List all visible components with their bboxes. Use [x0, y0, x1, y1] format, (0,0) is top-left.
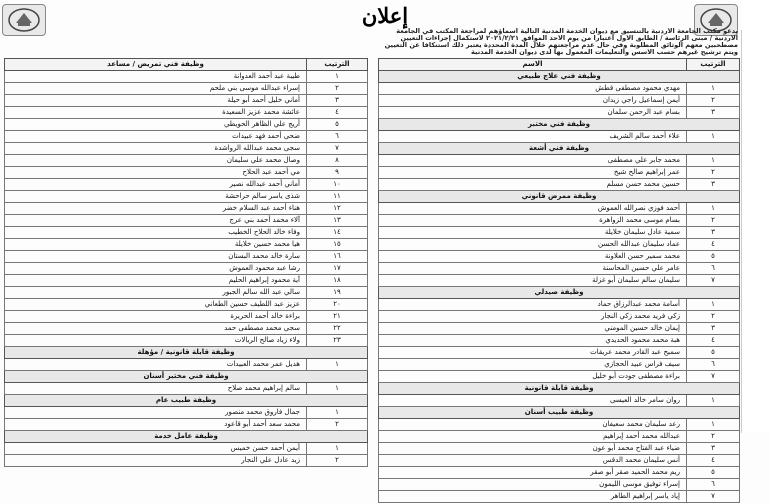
section-title: وظيفة فني مختبر أسنان: [4, 371, 368, 383]
row-name: وفاء خالد الحلاح الخطيب: [228, 228, 300, 236]
row-name: إسراء عبدالله موسى بني ملحم: [209, 84, 300, 92]
row-number: ١١: [306, 191, 367, 202]
row-name: سمية عادل سليمان خلايلة: [604, 228, 680, 236]
row-number: ٢: [686, 215, 739, 226]
table-row: [4, 251, 368, 263]
row-name: عائشة محمد عزيز السعيدة: [222, 108, 300, 116]
row-number: ٣: [686, 443, 739, 454]
table-row: [378, 311, 740, 323]
row-name: سالم إبراهيم محمد صلاح: [227, 384, 300, 392]
row-name: أسامة محمد عبدالرزاق حماد: [597, 300, 680, 308]
intro-paragraph: [4, 28, 738, 56]
row-number: ٤: [686, 239, 739, 250]
intro-line: ويتم ترشيح غيرهم حسب الأسس والتعليمات المعمول بها لدى ديوان الخدمة المدنية: [471, 49, 738, 56]
row-name: أنس سليمان محمد الدقس: [602, 456, 680, 464]
table-header: [378, 58, 740, 71]
row-number: ٣: [686, 227, 739, 238]
table-row: [378, 155, 740, 167]
row-number: ١٦: [306, 251, 367, 262]
table-row: [4, 383, 368, 395]
row-name: محمد جابر علي مصطفى: [607, 156, 680, 164]
row-name: ريم محمد الحميد صقر أبو صقر: [590, 468, 680, 476]
row-number: ٢٣: [306, 335, 367, 346]
intro-line: مصطحبين معهم الوثائق المطلوبة وفي حال عدم مراجعتهم خلال المدة المحددة يعتبر ذلك استنكافاً عن التعيين: [384, 42, 738, 49]
row-name: ضياء عبد الفتاح محمد أبو عون: [592, 444, 680, 452]
table-row: [4, 359, 368, 371]
row-number: ٤: [306, 107, 367, 118]
row-number: ٧: [686, 275, 739, 286]
table-row: [4, 155, 368, 167]
table-row: [378, 323, 740, 335]
table-row: [378, 299, 740, 311]
table-row: [4, 83, 368, 95]
section-title: وظيفة ممرض قانوني: [378, 191, 740, 203]
table-row: [378, 263, 740, 275]
row-number: ٣: [686, 179, 739, 190]
row-name: هناء أحمد عبد السلام خضر: [222, 204, 300, 212]
table-row: [4, 239, 368, 251]
row-number: ٨: [306, 155, 367, 166]
table-row: [378, 419, 740, 431]
row-name: هبة محمد محمود الحديدي: [605, 336, 680, 344]
row-name: سارة خالد محمد البستان: [228, 252, 300, 260]
table-row: [4, 215, 368, 227]
table-row: [378, 227, 740, 239]
table-row: [4, 323, 368, 335]
row-name: سجى محمد عبدالله الرواشدة: [214, 144, 300, 152]
row-number: ٢٠: [306, 299, 367, 310]
row-number: ٤: [686, 335, 739, 346]
table-row: [378, 491, 740, 503]
row-number: ١: [686, 419, 739, 430]
table-row: [4, 335, 368, 347]
row-number: ١: [686, 155, 739, 166]
row-name: أريج علي الظاهر الحويطي: [223, 120, 300, 128]
row-number: ٧: [306, 143, 367, 154]
row-name: عامر علي حسين المحاسنة: [602, 264, 680, 272]
table-header: [4, 58, 368, 71]
row-name: طيبة عبد أحمد العدوانة: [233, 72, 300, 80]
table-row: [378, 239, 740, 251]
table-row: [4, 299, 368, 311]
row-name: بسام موسى محمد الزواهرة: [599, 216, 680, 224]
row-name: هيا محمد حسين خلايلة: [234, 240, 300, 248]
section-title: وظيفة قابلة قانونية: [378, 383, 740, 395]
row-name: إسراء توفيق موسى الليمون: [599, 480, 680, 488]
table-row: [4, 227, 368, 239]
row-number: ١: [306, 359, 367, 370]
row-name: رشا عبد محمود العموش: [229, 264, 300, 272]
row-name: أيمن إسماعيل راجي زيدان: [602, 96, 680, 104]
row-name: علاء أحمد سالم الشريف: [609, 132, 680, 140]
table-row: [378, 179, 740, 191]
table-row: [4, 275, 368, 287]
row-number: ٧: [686, 371, 739, 382]
section-title: وظيفة عامل خدمة: [4, 431, 368, 443]
row-name: وصال محمد علي سليمان: [226, 156, 300, 164]
page-margin: [742, 0, 770, 433]
header-number: الترتيب: [686, 59, 739, 70]
table-row: [378, 395, 740, 407]
table-row: [4, 95, 368, 107]
row-name: سالي عبد الله سالم الجبور: [222, 288, 300, 296]
row-name: أماني خليل أحمد أبو حيلة: [227, 96, 300, 104]
row-number: ٢: [686, 431, 739, 442]
row-number: ٢٢: [306, 323, 367, 334]
table-row: [378, 95, 740, 107]
table-row: [4, 407, 368, 419]
row-number: ٦: [686, 263, 739, 274]
row-name: رعد سليمان محمد سعيفان: [602, 420, 680, 428]
table-row: [378, 203, 740, 215]
row-number: ٢: [306, 419, 367, 430]
row-number: ١: [306, 383, 367, 394]
section-title: وظيفة صيدلي: [378, 287, 740, 299]
row-number: ٢١: [306, 311, 367, 322]
row-number: ٦: [686, 359, 739, 370]
row-number: ١: [306, 71, 367, 82]
row-number: ٢: [686, 167, 739, 178]
announcement-title: إعلان: [361, 3, 409, 28]
row-number: ١٣: [306, 215, 367, 226]
table-row: [378, 467, 740, 479]
row-name: آلاء محمد أحمد بني عرج: [229, 216, 300, 224]
table-row: [4, 131, 368, 143]
table-row: [378, 455, 740, 467]
table-row: [4, 191, 368, 203]
row-name: زيد عادل علي النجار: [241, 456, 300, 464]
row-number: ١: [686, 203, 739, 214]
row-number: ١: [306, 443, 367, 454]
section-title: وظيفة فني علاج طبيعي: [378, 71, 740, 83]
row-name: سيف فراس عبيد الحجازي: [604, 360, 680, 368]
header-name: الاسم: [522, 60, 543, 68]
row-name: حسين محمد حسن مسلم: [606, 180, 680, 188]
row-number: ٦: [686, 479, 739, 490]
row-number: ١: [686, 131, 739, 142]
table-row: [378, 371, 740, 383]
table-row: [4, 167, 368, 179]
row-number: ٤: [686, 455, 739, 466]
table-row: [378, 347, 740, 359]
left-names-table: [4, 58, 368, 467]
row-name: إياد ياسر إبراهيم الطاهر: [610, 492, 680, 500]
row-number: ١: [686, 83, 739, 94]
row-name: أيمن أحمد حسن خميس: [230, 444, 300, 452]
row-number: ٢: [306, 455, 367, 466]
row-number: ١: [686, 395, 739, 406]
row-name: براءة مصطفى جودت أبو خليل: [592, 372, 680, 380]
row-number: ١٩: [306, 287, 367, 298]
table-row: [4, 419, 368, 431]
row-number: ٧: [686, 491, 739, 502]
table-row: [378, 215, 740, 227]
row-name: جمال فاروق محمد منصور: [225, 408, 300, 416]
table-row: [4, 143, 368, 155]
row-name: عمر إبراهيم صالح شيخ: [613, 168, 680, 176]
row-name: شذى ياسر سالم حراحشة: [225, 192, 300, 200]
row-name: إيمان خالد حسين المومني: [604, 324, 680, 332]
row-name: مهدي محمود مصطفى قطش: [595, 84, 680, 92]
row-name: سميح عبد القادر محمد عريقات: [590, 348, 680, 356]
row-number: ١: [686, 299, 739, 310]
table-row: [4, 455, 368, 467]
row-number: ٢: [686, 95, 739, 106]
header-number: الترتيب: [306, 59, 367, 70]
table-row: [4, 179, 368, 191]
table-row: [4, 119, 368, 131]
section-title: وظيفة فني أشعة: [378, 143, 740, 155]
table-row: [4, 443, 368, 455]
row-number: ٩: [306, 167, 367, 178]
table-row: [378, 275, 740, 287]
row-name: سليمان سالم سليمان أبو غزلة: [592, 276, 680, 284]
row-name: محمد سمير حسن العلاونة: [604, 252, 680, 260]
table-row: [378, 167, 740, 179]
row-name: أحمد فوزي نصرالله العموش: [597, 204, 680, 212]
row-name: روان سامر خالد العيسى: [609, 396, 680, 404]
row-number: ٢: [686, 311, 739, 322]
intro-line: الأردنية / مبنى الرئاسة / الطابق الأول اعتباراً من يوم الأحد الموافق ٢٠٢١/٢/٢١ لاستكمال إجراءات التعيين: [400, 35, 738, 42]
table-row: [378, 251, 740, 263]
row-name: سجى محمد مصطفى حمد: [224, 324, 300, 332]
row-name: بسام عبد الرحمن سلمان: [607, 108, 680, 116]
right-names-table: [378, 58, 740, 503]
row-number: ٥: [686, 467, 739, 478]
row-number: ١: [306, 407, 367, 418]
table-row: [378, 131, 740, 143]
table-row: [378, 443, 740, 455]
row-name: عزيز عبد اللطيف حسين الطعاني: [204, 300, 300, 308]
row-number: ١٤: [306, 227, 367, 238]
table-row: [4, 263, 368, 275]
row-number: ٥: [686, 251, 739, 262]
table-row: [378, 335, 740, 347]
row-name: زكي فريد محمد زكي النجار: [600, 312, 680, 320]
row-name: آية محمود إبراهيم الحليم: [228, 276, 300, 284]
intro-line: يدعو مكتب الجامعة الأردنية بالتنسيق مع ديوان الخدمة المدنية التالية أسماؤهم لمراجعة المكتب في الجامعة: [396, 28, 738, 35]
table-row: [4, 107, 368, 119]
row-name: هديل عمر محمد العبيدات: [226, 360, 300, 368]
row-name: ضحى أحمد فهد عبيدات: [232, 132, 300, 140]
row-name: ولاء زياد صالح الريالات: [234, 336, 300, 344]
row-name: مي أحمد عبد الحلاح: [242, 168, 300, 176]
row-number: ٢: [306, 83, 367, 94]
row-name: عماد سليمان عبدالله الحسن: [597, 240, 680, 248]
table-row: [378, 83, 740, 95]
row-number: ٦: [306, 131, 367, 142]
table-row: [4, 203, 368, 215]
section-title: وظيفة فني مختبر: [378, 119, 740, 131]
row-number: ٣: [686, 323, 739, 334]
table-row: [378, 479, 740, 491]
row-number: ١٨: [306, 275, 367, 286]
table-row: [378, 359, 740, 371]
section-title: وظيفة طبيب عام: [4, 395, 368, 407]
row-name: براءة خالد أحمد الحريرة: [230, 312, 300, 320]
row-number: ١٠: [306, 179, 367, 190]
table-row: [4, 311, 368, 323]
header-name: وظيفة فني تمريض / مساعد: [107, 60, 204, 68]
section-title: وظيفة طبيب أسنان: [378, 407, 740, 419]
row-name: محمد سعد أحمد أبو قاعود: [224, 420, 300, 428]
row-number: ١٥: [306, 239, 367, 250]
row-number: ٥: [306, 119, 367, 130]
row-number: ١٧: [306, 263, 367, 274]
table-row: [378, 107, 740, 119]
row-number: ٥: [686, 347, 739, 358]
row-number: ٣: [306, 95, 367, 106]
row-name: أماني أحمد عبدالله نصير: [229, 180, 300, 188]
section-title: وظيفة قابلة قانونية / مؤهلة: [4, 347, 368, 359]
row-name: عبدالله محمد أحمد إبراهيم: [603, 432, 680, 440]
row-number: ١٢: [306, 203, 367, 214]
table-row: [4, 287, 368, 299]
table-row: [4, 71, 368, 83]
row-number: ٣: [686, 107, 739, 118]
